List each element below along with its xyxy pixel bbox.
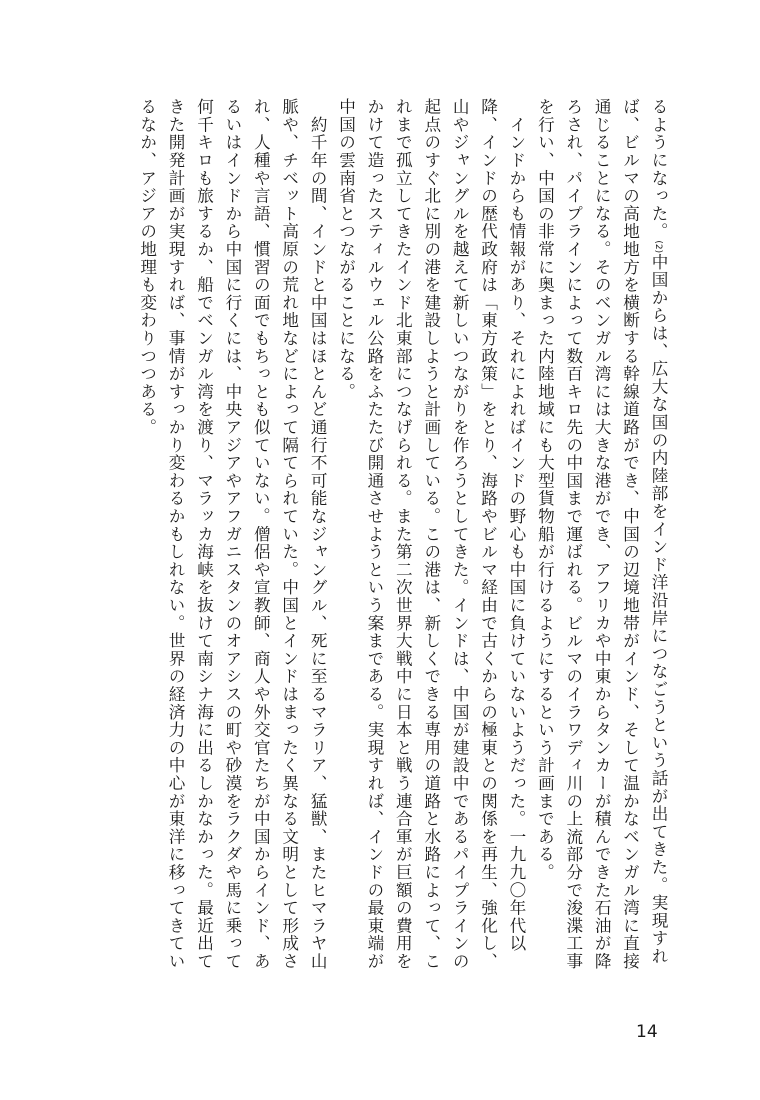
paragraph-1 xyxy=(530,98,672,982)
footnote-marker: (2) xyxy=(653,240,663,254)
paragraph-1-rest: 中国からは、広大な国の内陸部をインド洋沿岸につなごうという話が出てきた。実現すれば、ビルマの高地地方を横断する幹線道路ができ、中国の辺境地帯がインド、そして温かなベンガル湾に直接通じることになる。そのベンガル湾には大きな港ができ、アフリカや中東からタンカーが積んできた石油が降ろされ、パイプラインによって数百キロ先の中国まで運ばれる。ビルマのイラワディ川の上流部分で浚渫工事を行い、中国の非常に奥まった内陸地域にも大型貨物船が行けるようにするという計画まである。 xyxy=(535,98,668,971)
paragraph-1-start: るようになった。 xyxy=(649,98,668,241)
paragraph-2: インドからも情報があり、それによればインドの野心も中国に負けていないようだった。一九九〇年代以降、インドの歴代政府は「東方政策」をとり、海路やビルマ経由で古くからの極東との関係を再生、強化し、山やジャングルを越えて新しいつながりを作ろうとしてきた。インドは、中国が建設中であるパイプラインの起点のすぐ北に別の港を建設しようと計画している。この港は、新しくできる専用の道路と水路によって、これまで孤立してきたインド北東部につなげられる。また第二次世界大戦中に日本と戦う連合軍が巨額の費用をかけて造ったスティルウェル公路をふたたび開通させようという案まである。実現すれば、インドの最東端が中国の雲南省とつながることになる。 xyxy=(336,98,526,971)
paragraph-3: 約千年の間、インドと中国はほとんど通行不可能なジャングル、死に至るマラリア、猛獣、またヒマラヤ山脈や、チベット高原の荒れ地などによって隔てられていた。中国とインドはまったく異なる文明として形成され、人種や言語、慣習の面でもちっとも似ていない。僧侶や宣教師、商人や外交官たちが中国からインド、あるいはインドから中国に行くには、中央アジアやアフガニスタンのオアシスの町や砂漠をラクダや馬に乗って何千キロも旅するか、船でベンガル湾を渡り、マラッカ海峡を抜けて南シナ海に出るしかなかった。最近出てきた開発計画が実現すれば、事情がすっかり変わるかもしれない。世界の経済力の中心が東洋に移ってきているなか、アジアの地理も変わりつつある。 xyxy=(137,98,328,971)
vertical-text-body xyxy=(132,98,672,982)
page-number: 14 xyxy=(636,1022,658,1042)
